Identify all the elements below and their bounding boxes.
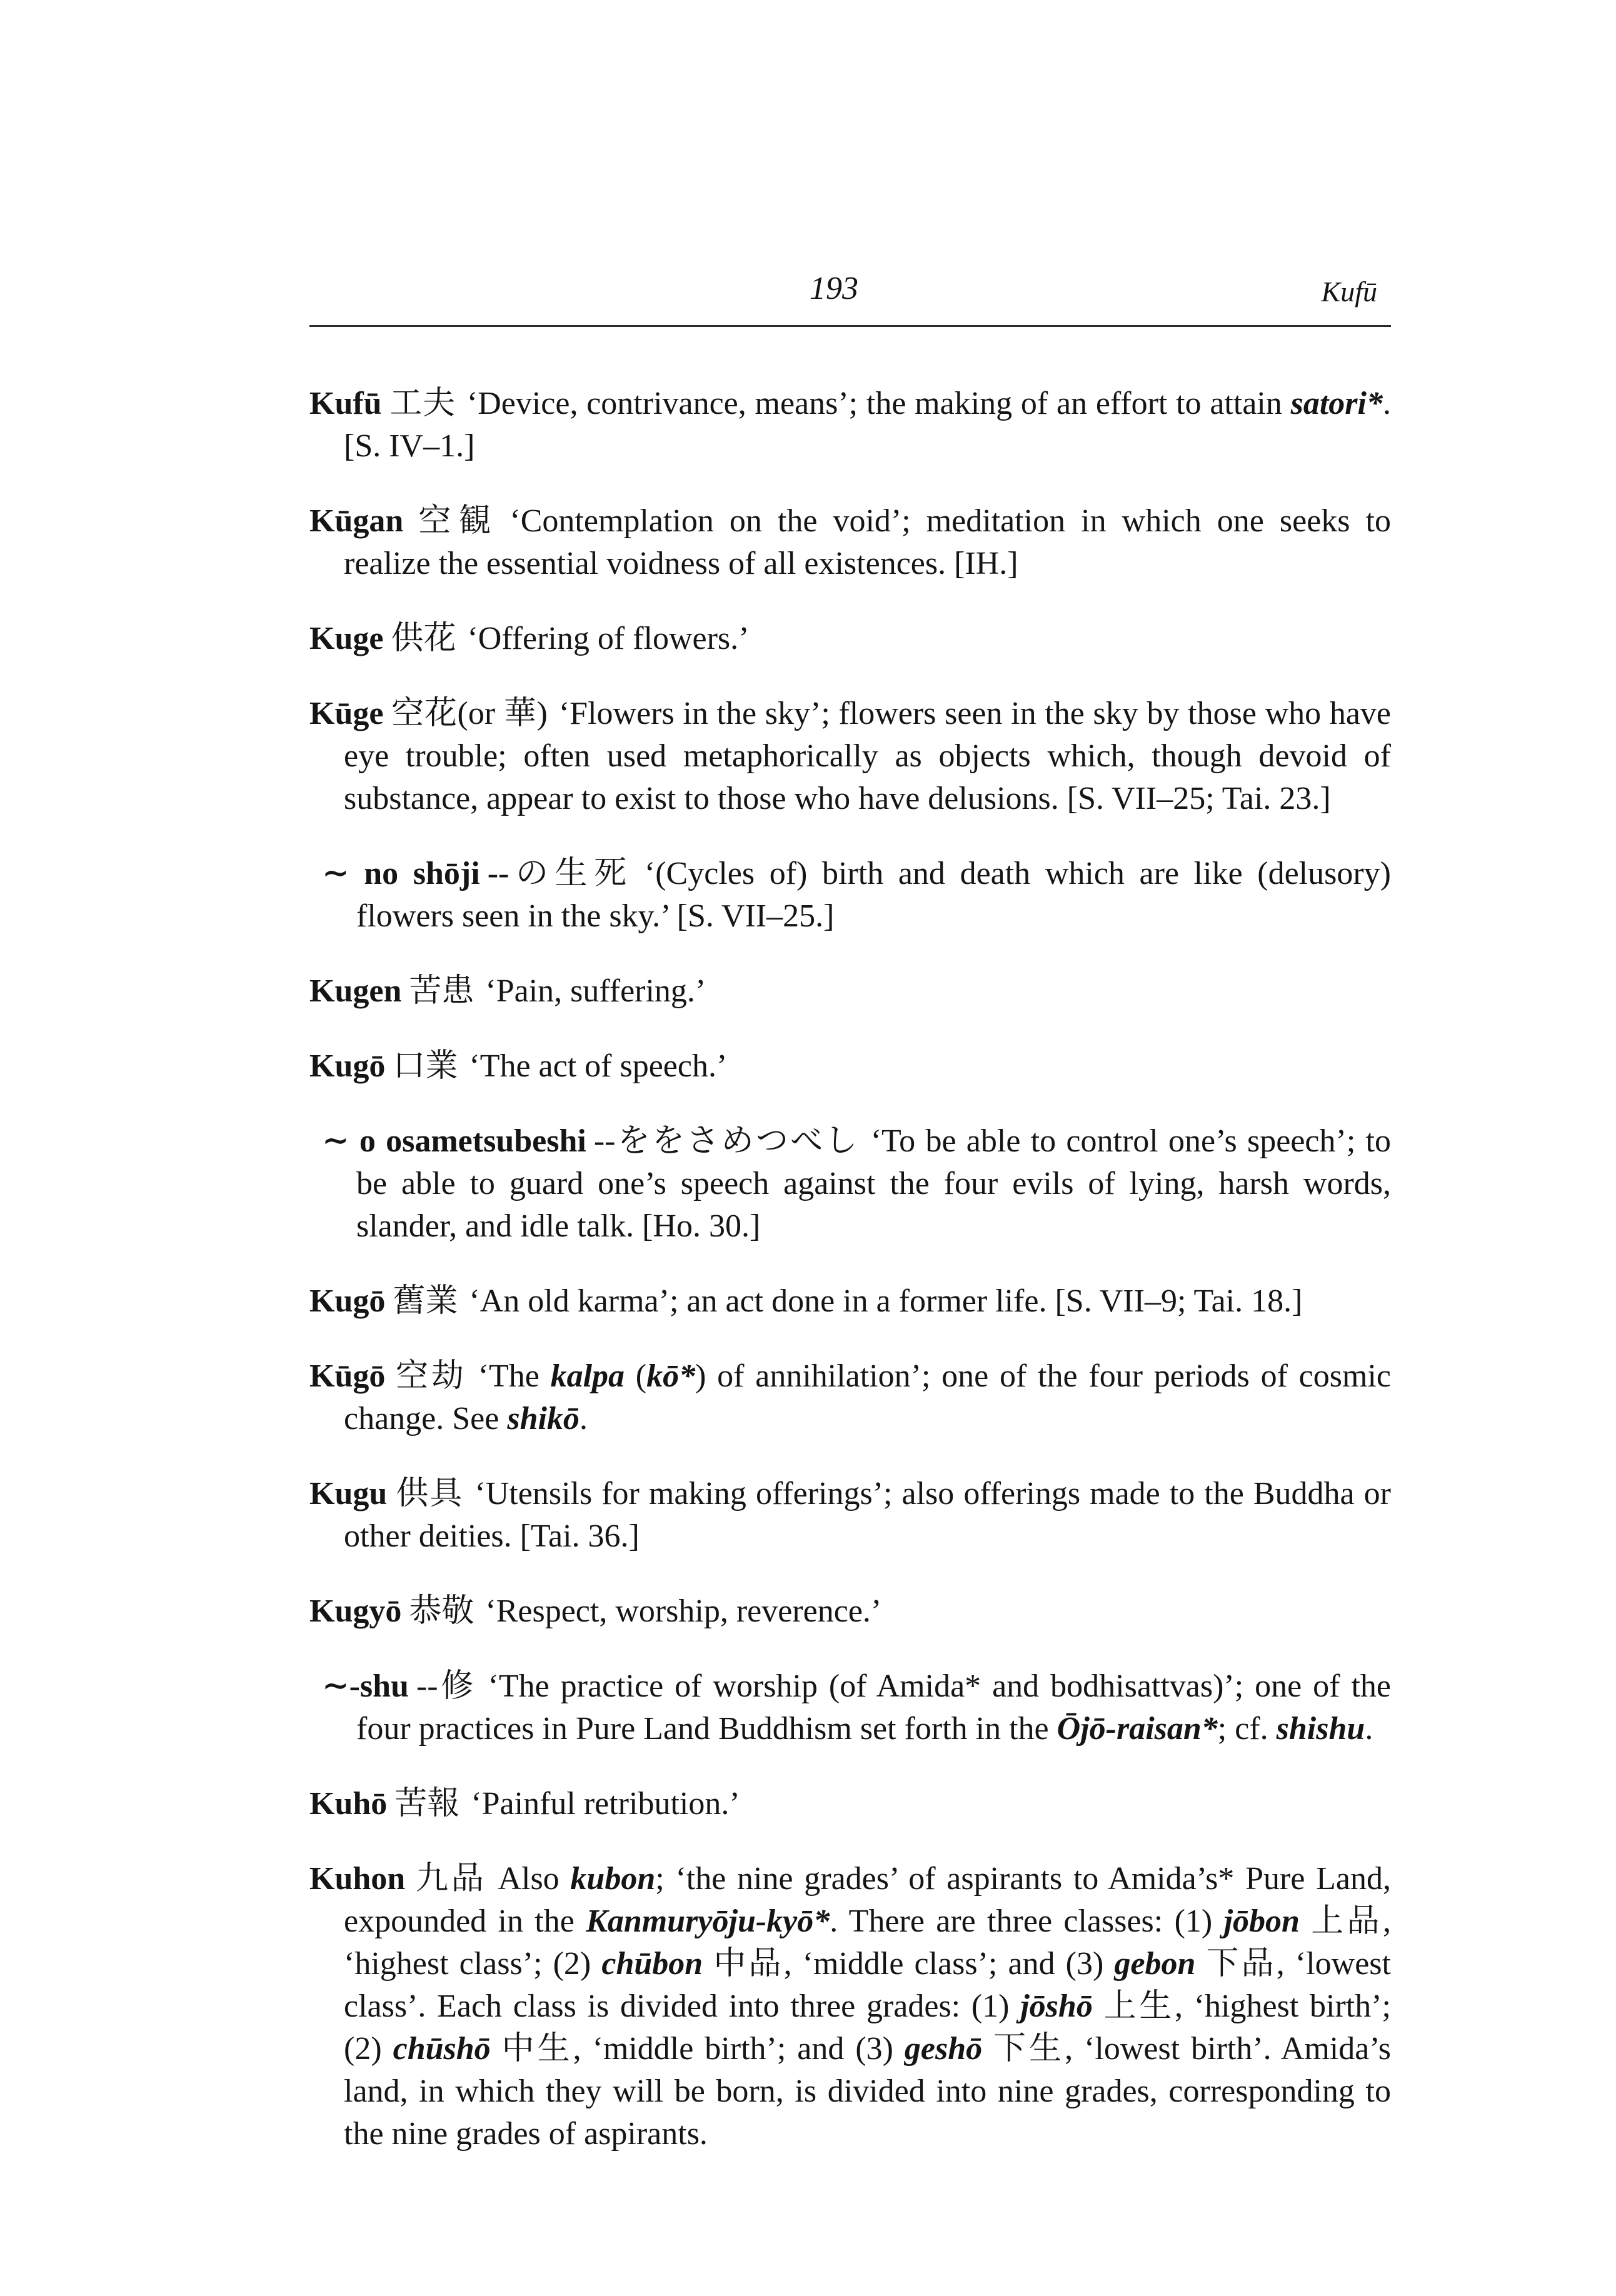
definition: ‘Respect, worship, reverence.’: [485, 1593, 882, 1629]
headword: Kugen: [309, 973, 402, 1009]
definition-part: , ‘highest birth’; (2): [344, 1988, 1392, 2067]
headword: Kugu: [309, 1476, 388, 1511]
headword: Kūgan: [309, 503, 404, 539]
entry-kuge-sky: [309, 693, 1391, 820]
entry-kuhon: [309, 1858, 1391, 2155]
definition-part: , ‘middle birth’; and (3): [573, 2031, 905, 2067]
kanji: 工夫: [389, 386, 456, 421]
definition: ‘Utensils for making offerings’; also offerings made to the Buddha or other deities. [Tai. 36.]: [344, 1476, 1391, 1554]
headword: Kugō: [309, 1283, 386, 1319]
definition-part: . There are three classes: (1): [830, 1903, 1224, 1939]
definition-part: , ‘highest class’; (2): [344, 1903, 1392, 1982]
kanji: --の生死: [487, 856, 633, 891]
entry-kugo-speech: [309, 1045, 1391, 1088]
term: kubon: [570, 1861, 656, 1897]
kanji: 苦報: [394, 1786, 460, 1822]
definition: ‘To be able to control one’s speech’; to be able to guard one’s speech against the four evils of lying, harsh words, slander, and idle talk. [Ho. 30.]: [356, 1123, 1392, 1244]
term: satori*: [1290, 386, 1383, 421]
entry-kufu: [309, 383, 1391, 468]
term: jōshō: [1020, 1988, 1093, 2024]
cross-reference: shikō: [507, 1401, 580, 1436]
kanji: --ををさめつべし: [593, 1123, 860, 1159]
kanji: 供具: [394, 1476, 464, 1511]
kanji: 空劫: [393, 1358, 467, 1394]
page-number: 193: [810, 271, 858, 306]
term: kalpa: [550, 1358, 625, 1394]
entry-kugyo-shu: [322, 1665, 1391, 1750]
definition: ‘The act of speech.’: [469, 1048, 728, 1084]
definition-part: .: [579, 1401, 588, 1436]
definition: ‘The: [478, 1358, 551, 1394]
entry-kugo-kalpa: [309, 1355, 1391, 1440]
headword: Kuhō: [309, 1786, 388, 1822]
term: gebon: [1114, 1946, 1196, 1982]
headword: Kufū: [309, 386, 382, 421]
term: chūbon: [601, 1946, 703, 1982]
entry-kugu: [309, 1473, 1391, 1558]
entry-kugen: [309, 970, 1391, 1013]
kanji: 上品: [1311, 1903, 1383, 1939]
kanji: 恭敬: [409, 1593, 474, 1629]
kanji: 中品: [713, 1946, 784, 1982]
headword: Kuhon: [309, 1861, 406, 1897]
entry-kugo-karma: [309, 1280, 1391, 1323]
dictionary-entries: [309, 350, 1391, 2165]
headword: Kūgō: [309, 1358, 386, 1394]
headword: Kuge: [309, 621, 384, 656]
entry-kugyo: [309, 1590, 1391, 1633]
headword: Kugō: [309, 1048, 386, 1084]
definition-part: ; ‘the nine grades’ of aspirants to Amida’s* Pure Land, expounded in the: [344, 1861, 1391, 1939]
kanji: 下生: [993, 2031, 1065, 2067]
definition: ‘Flowers in the sky’; flowers seen in the sky by those who have eye trouble; often used metaphorically as objects which, though devoid of substance, appear to exist to those who have delusions. [S. VII–25; Tai. 23.]: [344, 696, 1391, 816]
definition-part: ; cf.: [1217, 1711, 1277, 1747]
kanji: 下品: [1206, 1946, 1277, 1982]
kanji: 舊業: [393, 1283, 458, 1319]
definition-part: , ‘middle class’; and (3): [783, 1946, 1115, 1982]
kanji: --修: [416, 1668, 477, 1704]
kanji: 九品: [413, 1861, 487, 1897]
definition: ‘Painful retribution.’: [471, 1786, 740, 1822]
term: Ōjō-raisan*: [1056, 1711, 1218, 1747]
cross-reference: shishu: [1276, 1711, 1365, 1747]
definition: ‘An old karma’; an act done in a former life. [S. VII–9; Tai. 18.]: [469, 1283, 1303, 1319]
term: kō*: [646, 1358, 696, 1394]
kanji: 口業: [393, 1048, 458, 1084]
headword: ∼ no shōji: [322, 856, 480, 891]
definition: ‘Contemplation on the void’; meditation in which one seeks to realize the essential voidness of all existences. [IH.]: [344, 503, 1391, 581]
entry-kuho: [309, 1783, 1391, 1825]
kanji: 供花: [391, 621, 456, 656]
definition: ‘Pain, suffering.’: [485, 973, 706, 1009]
definition: ‘Offering of flowers.’: [467, 621, 750, 656]
definition: ‘(Cycles of) birth and death which are like (delusory) flowers seen in the sky.’ [S. VII–25.]: [356, 856, 1392, 934]
definition-part: (: [625, 1358, 647, 1394]
headword: ∼-shu: [322, 1668, 409, 1704]
definition-part: ) of annihilation’; one of the four periods of cosmic change. See: [344, 1358, 1391, 1436]
reference: . [S. IV–1.]: [344, 386, 1391, 464]
headword: ∼ o osametsubeshi: [322, 1123, 586, 1159]
kanji: 上生: [1103, 1988, 1175, 2024]
kanji: 空花(or 華): [391, 696, 548, 731]
page-header: [309, 270, 1391, 327]
kanji: 中生: [501, 2031, 573, 2067]
definition: Also: [498, 1861, 571, 1897]
entry-no-shoji: [322, 853, 1391, 938]
entry-kugan: [309, 500, 1391, 585]
term: geshō: [904, 2031, 983, 2067]
term: chūshō: [393, 2031, 491, 2067]
definition: ‘Device, contrivance, means’; the making of an effort to attain: [466, 386, 1291, 421]
definition: ‘The practice of worship (of Amida* and bodhisattvas)’; one of the four practices in Pure Land Buddhism set forth in the: [356, 1668, 1391, 1747]
kanji: 苦患: [409, 973, 474, 1009]
definition-part: , ‘lowest class’. Each class is divided into three grades: (1): [344, 1946, 1391, 2024]
entry-osametsubeshi: [322, 1120, 1391, 1248]
term: jōbon: [1223, 1903, 1300, 1939]
definition-part: , ‘lowest birth’. Amida’s land, in which they will be born, is divided into nine grades, corresponding to the nine grades of aspirants.: [344, 2031, 1391, 2152]
term: Kanmuryōju-kyō*: [586, 1903, 830, 1939]
headword: Kugyō: [309, 1593, 402, 1629]
entry-kuge: [309, 618, 1391, 660]
kanji: 空観: [411, 503, 499, 539]
running-head: Kufū: [1321, 276, 1377, 308]
headword: Kūge: [309, 696, 384, 731]
definition-part: .: [1365, 1711, 1373, 1747]
